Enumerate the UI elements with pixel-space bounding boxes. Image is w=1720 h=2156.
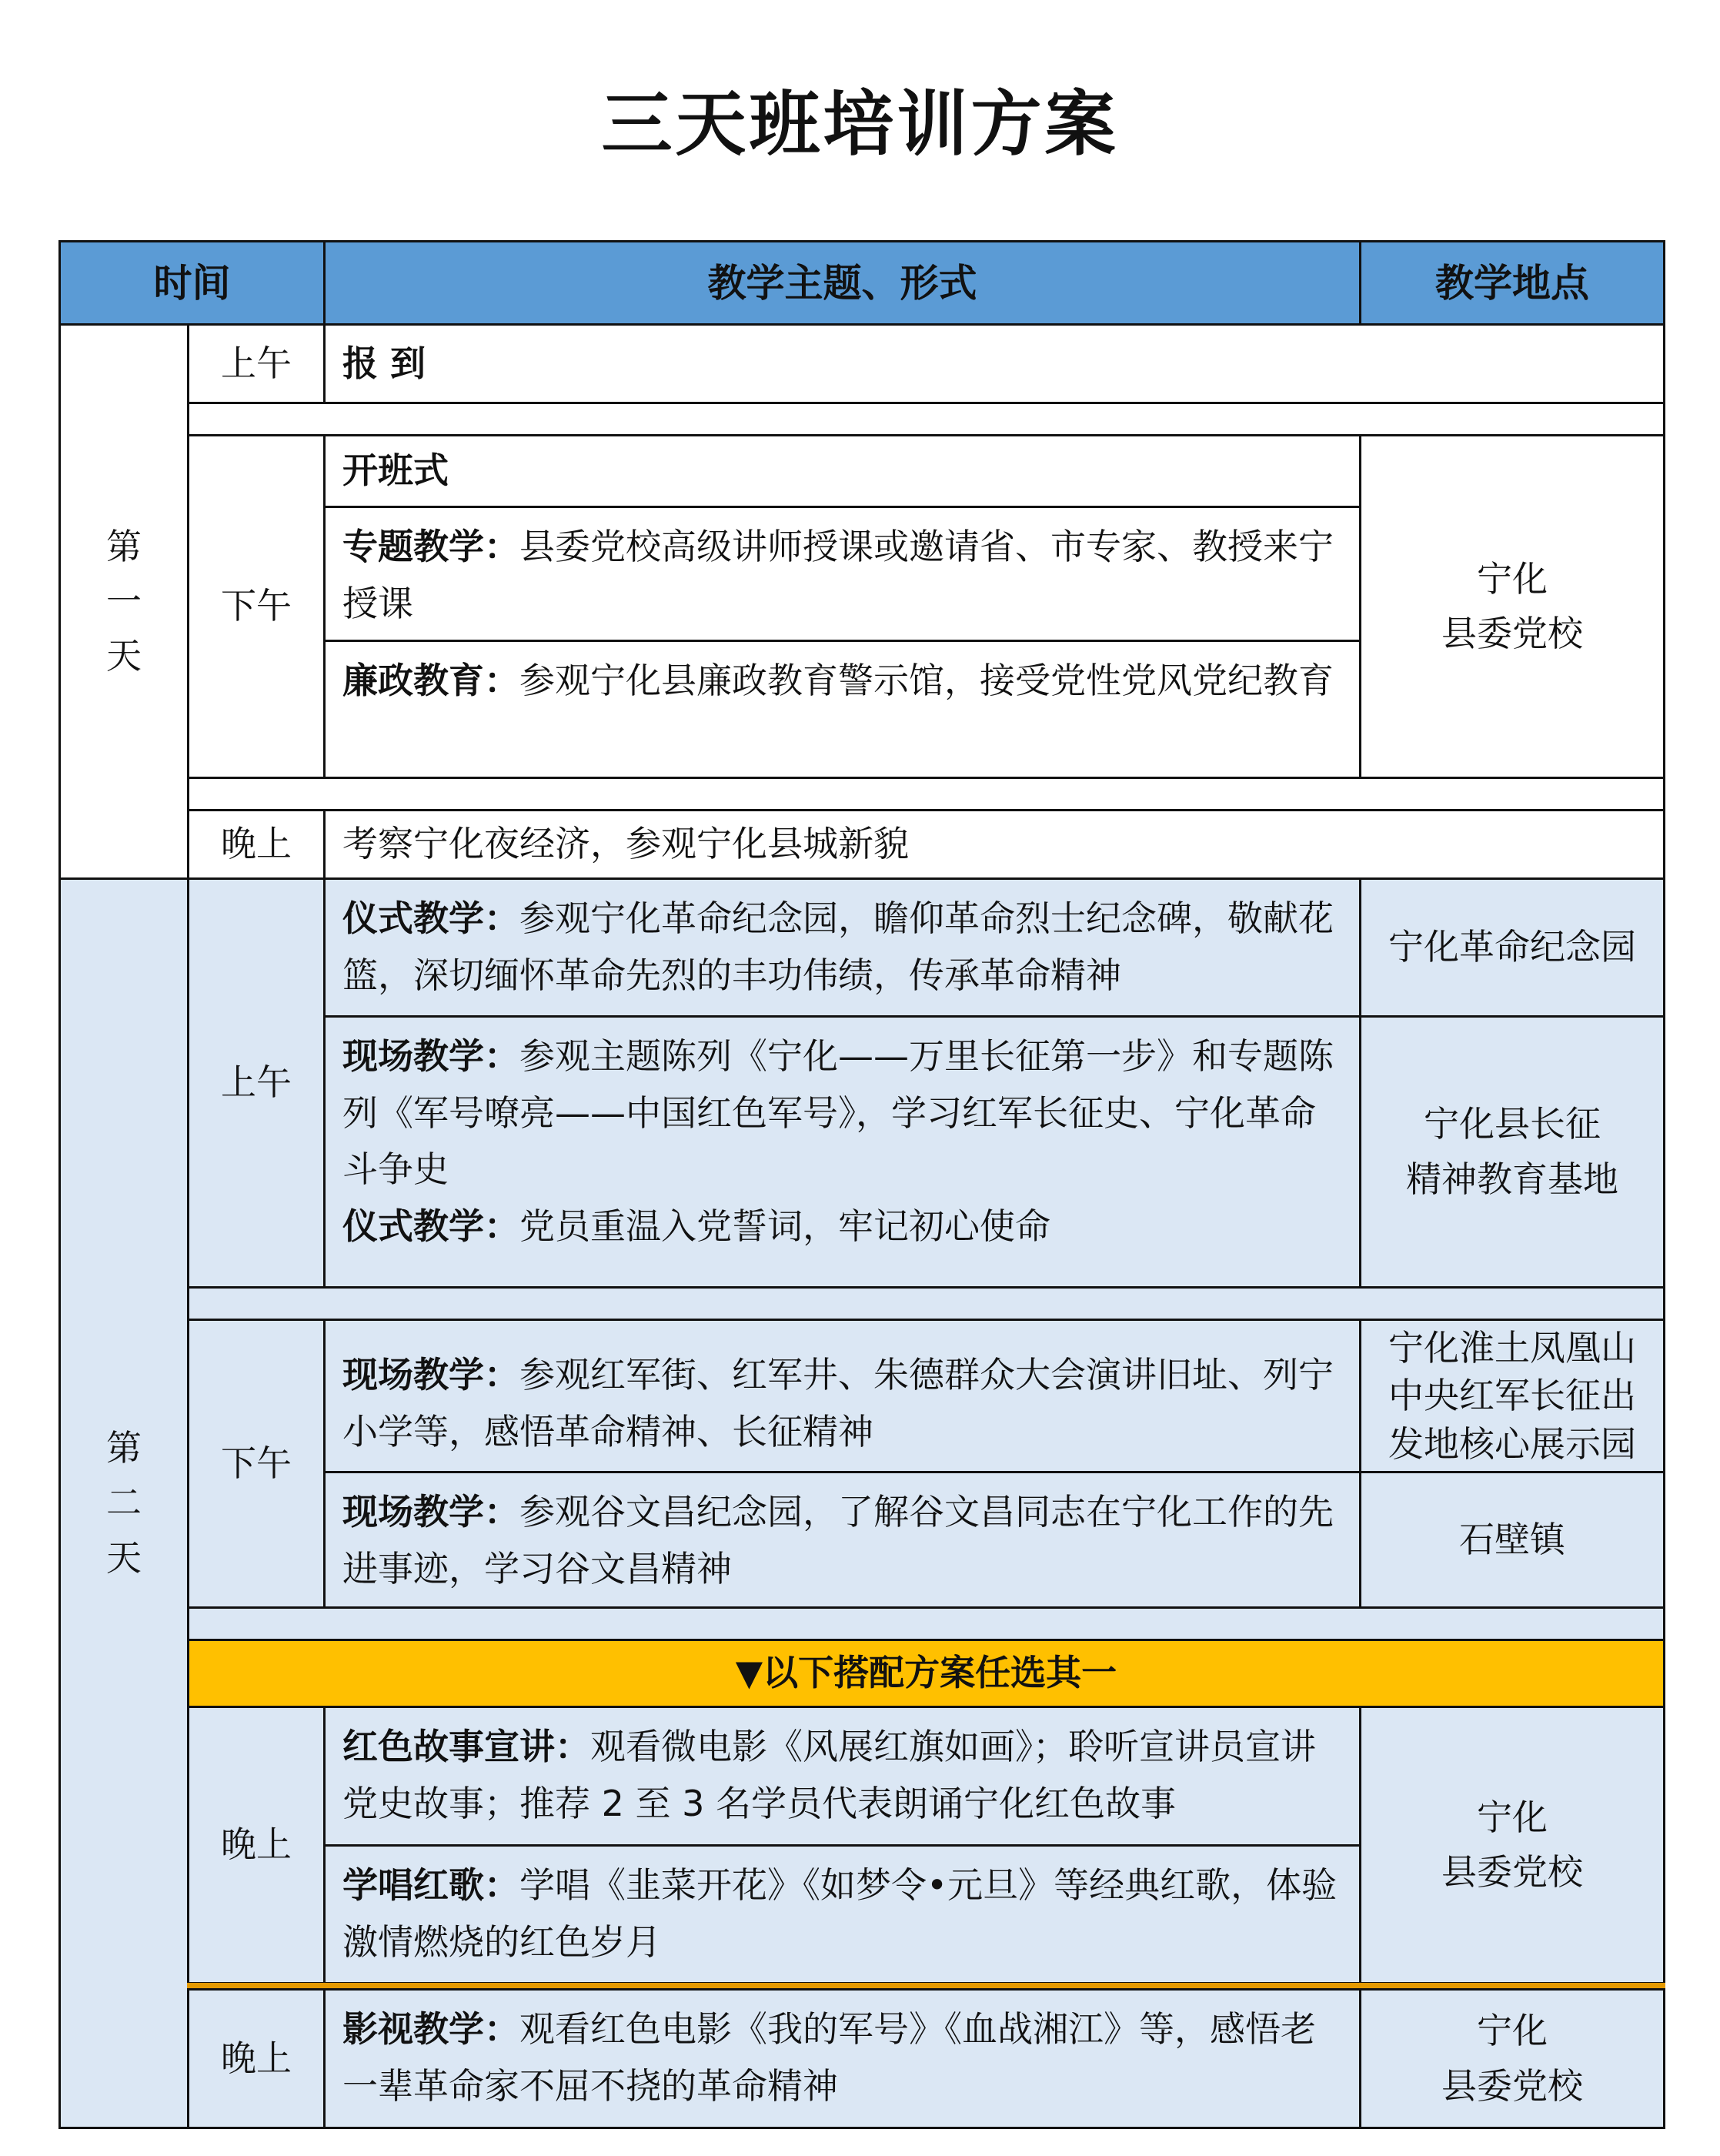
- place-line: 精神教育基地: [1406, 1158, 1618, 1200]
- item-text: 参观主题陈列《宁化——万里长征第一步》和专题陈列《军号嘹亮——中国红色军号》，学习红军长征史、宁化革命斗争史: [342, 1035, 1334, 1191]
- row-spacer: [187, 1286, 1665, 1321]
- header-time: 时间: [58, 240, 326, 326]
- day1-label-char: 一: [106, 580, 142, 622]
- item-text: 参观宁化县廉政教育警示馆，接受党性党风党纪教育: [519, 660, 1334, 701]
- day2-film-teaching: [323, 1988, 1361, 2129]
- day1-integrity-education: [323, 640, 1361, 779]
- day1-opening-ceremony: 开班式: [323, 434, 1361, 508]
- day2-red-army-street: [323, 1319, 1361, 1473]
- item-label: 专题教学：: [342, 526, 519, 567]
- row-spacer: [187, 402, 1665, 436]
- item-label: 廉政教育：: [342, 660, 519, 701]
- item-text: 参观宁化革命纪念园，瞻仰革命烈士纪念碑，敬献花篮，深切缅怀革命先烈的丰功伟绩，传承革命精神: [342, 897, 1334, 996]
- place-line: 宁化县长征: [1424, 1103, 1601, 1145]
- day1-morning-period: 上午: [187, 323, 326, 404]
- item-label: 现场教学：: [342, 1354, 519, 1396]
- day2-evening2-place: [1359, 1988, 1665, 2129]
- item-label: 现场教学：: [342, 1035, 519, 1077]
- header-topic: 教学主题、形式: [323, 240, 1361, 326]
- item-text: 县委党校高级讲师授课或邀请省、市专家、教授来宁授课: [342, 526, 1334, 624]
- day1-label-char: 天: [106, 635, 142, 677]
- item-text: 参观红军街、红军井、朱德群众大会演讲旧址、列宁小学等，感悟革命精神、长征精神: [342, 1354, 1334, 1452]
- day2-morning-place2: [1359, 1015, 1665, 1289]
- item-label: 仪式教学：: [342, 1205, 519, 1247]
- day2-label-char: 二: [106, 1482, 142, 1524]
- item-label: 影视教学：: [342, 2008, 519, 2050]
- place-line: 县委党校: [1441, 2064, 1583, 2107]
- day1-afternoon-period: 下午: [187, 434, 326, 779]
- item-text: 学唱《韭菜开花》《如梦令•元旦》等经典红歌，体验激情燃烧的红色岁月: [342, 1864, 1338, 1963]
- day2-morning-period: 上午: [187, 877, 326, 1289]
- item-text: 观看微电影《风展红旗如画》；聆听宣讲员宣讲党史故事；推荐 2 至 3 名学员代表朗诵宁化红色故事: [342, 1726, 1316, 1824]
- day2-label: [58, 877, 189, 2129]
- place-line: 发地核心展示园: [1388, 1422, 1636, 1465]
- day2-afternoon-place1: [1359, 1319, 1665, 1473]
- item-text: 参观谷文昌纪念园，了解谷文昌同志在宁化工作的先进事迹，学习谷文昌精神: [342, 1491, 1334, 1589]
- day2-morning-place1: 宁化革命纪念园: [1359, 877, 1665, 1018]
- day1-evening-item: 考察宁化夜经济，参观宁化县城新貌: [323, 809, 1665, 880]
- day2-evening1-period: 晚上: [187, 1706, 326, 1984]
- item-label: 现场教学：: [342, 1491, 519, 1533]
- document-title: 三天班培训方案: [601, 82, 1119, 165]
- item-label: 仪式教学：: [342, 897, 519, 939]
- day2-afternoon-period: 下午: [187, 1319, 326, 1609]
- day2-red-story-talk: [323, 1706, 1361, 1847]
- day1-label-char: 第: [106, 525, 142, 567]
- day2-red-songs: [323, 1844, 1361, 1984]
- day2-label-char: 第: [106, 1427, 142, 1469]
- place-line: 县委党校: [1441, 1851, 1583, 1893]
- day2-evening2-period: 晚上: [187, 1988, 326, 2129]
- place-line: 宁化: [1477, 557, 1548, 600]
- item-label: 学唱红歌：: [342, 1864, 519, 1906]
- item-label: 红色故事宣讲：: [342, 1726, 590, 1767]
- place-line: 中央红军长征出: [1388, 1375, 1636, 1417]
- place-line: 宁化: [1477, 2010, 1548, 2052]
- day2-label-char: 天: [106, 1536, 142, 1579]
- row-spacer: [187, 1606, 1665, 1641]
- place-line: 宁化淮土凤凰山: [1388, 1327, 1636, 1369]
- day2-ceremony-teaching: [323, 877, 1361, 1018]
- day2-gu-wenchang-park: [323, 1471, 1361, 1609]
- place-line: 县委党校: [1441, 613, 1583, 654]
- day2-afternoon-place2: 石壁镇: [1359, 1471, 1665, 1609]
- option-banner: ▼以下搭配方案任选其一: [187, 1639, 1665, 1708]
- day1-registration: 报 到: [323, 323, 1665, 404]
- item-text: 党员重温入党誓词，牢记初心使命: [519, 1205, 1050, 1247]
- item-text: 观看红色电影《我的军号》《血战湘江》等，感悟老一辈革命家不屈不挠的革命精神: [342, 2008, 1316, 2107]
- day1-topic-teaching: [323, 506, 1361, 642]
- row-spacer: [187, 777, 1665, 811]
- place-line: 宁化: [1477, 1796, 1548, 1838]
- day2-site-teaching: [323, 1015, 1361, 1289]
- header-place: 教学地点: [1359, 240, 1665, 326]
- day1-evening-period: 晚上: [187, 809, 326, 880]
- day1-label: [58, 323, 189, 880]
- day1-afternoon-place: [1359, 434, 1665, 779]
- day2-evening1-place: [1359, 1706, 1665, 1984]
